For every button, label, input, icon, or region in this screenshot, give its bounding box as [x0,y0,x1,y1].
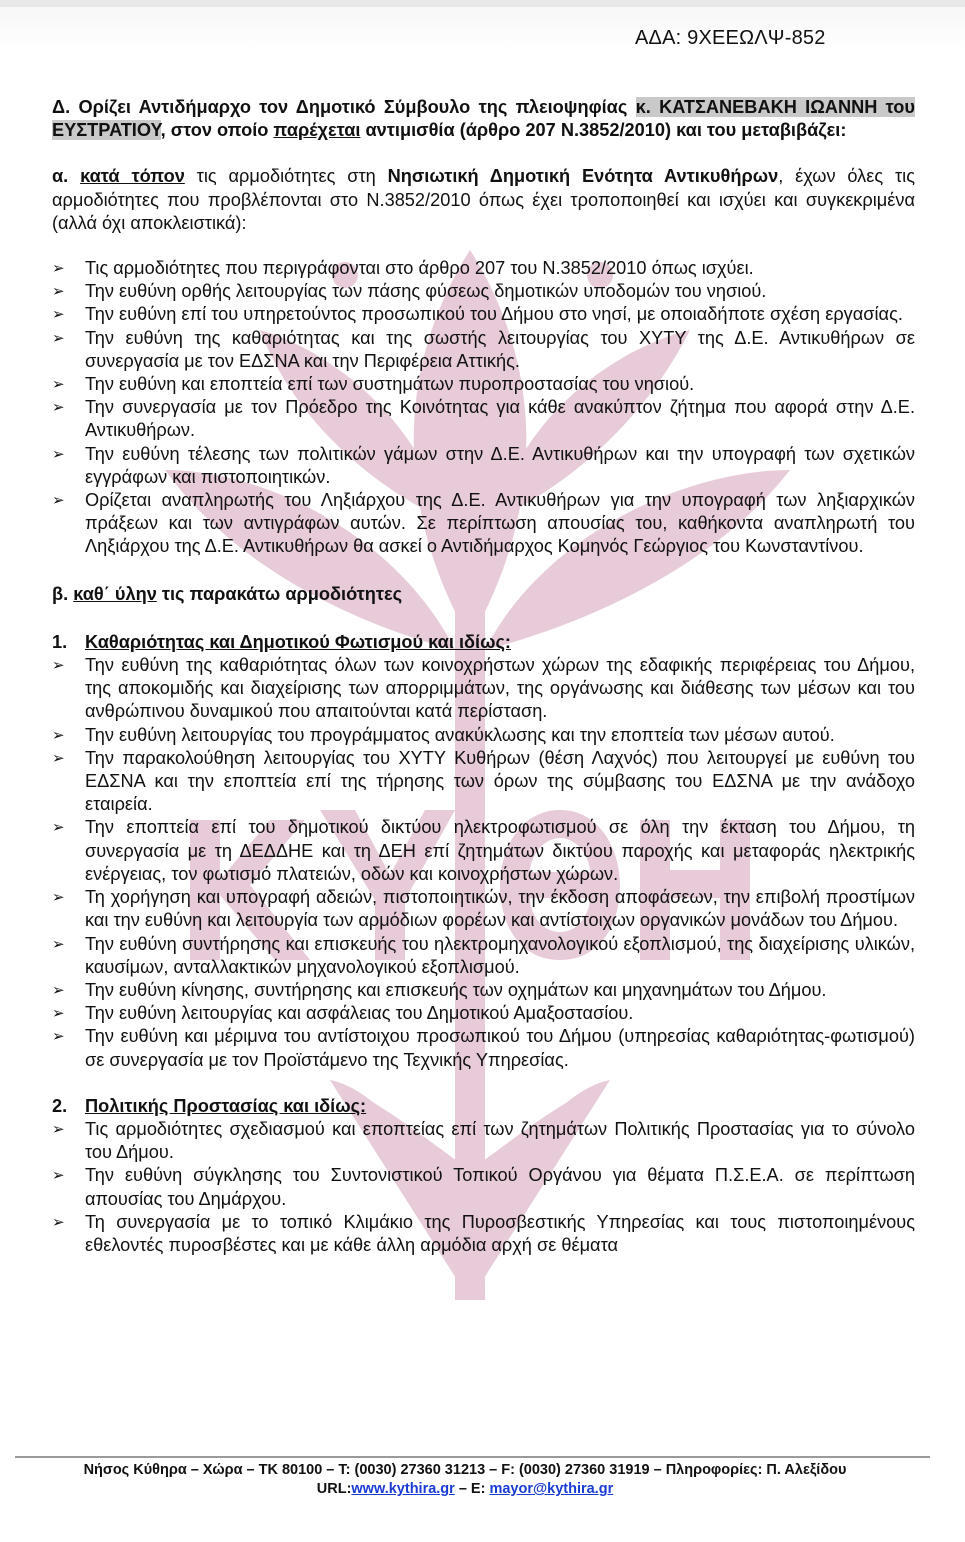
list-item-text: Την ευθύνη της καθαριότητας και της σωστής λειτουργίας του ΧΥΤΥ της Δ.Ε. Αντικυθήρων σε συνεργασία με τον ΕΔΣΝΑ και την Περιφέρεια Αττικής. [85,327,915,371]
intro-mid: , στον οποίο [160,120,274,141]
subsection-number: 1. [52,631,68,652]
intro-prefix: Δ. Ορίζει Αντιδήμαρχο τον Δημοτικό Σύμβουλο της πλειοψηφίας [52,97,636,117]
list-item-text: Την συνεργασία με τον Πρόεδρο της Κοινότητας για κάθε ανακύπτον ζήτημα που αφορά στην Δ.Ε. Αντικυθήρων. [85,397,915,441]
footer-links [0,1480,930,1499]
arrow-bullet-icon: ➢ [52,981,65,999]
footer-contact: Νήσος Κύθηρα – Χώρα – ΤΚ 80100 – Τ: (0030) 27360 31213 – F: (0030) 27360 31919 – Πληροφορίες: Π. Αλεξίδου [83,1462,847,1478]
subsection-number: 2. [52,1095,68,1116]
arrow-bullet-icon: ➢ [52,306,65,324]
arrow-bullet-icon: ➢ [52,1120,65,1138]
subsection-heading-2 [52,1095,915,1118]
list-item [52,933,915,979]
list-item-text: Τη χορήγηση και υπογραφή αδειών, πιστοποιητικών, την έκδοση αποφάσεων, την επιβολή προστίμων και την ευθύνη και λειτουργία των αρμόδιων φορέων και αντίστοιχων οργανικών μονάδων του Δήμου. [85,887,915,931]
arrow-bullet-icon: ➢ [52,1167,65,1185]
document-body [52,96,915,1257]
arrow-bullet-icon: ➢ [52,819,65,837]
list-item [52,303,915,326]
arrow-bullet-icon: ➢ [52,726,65,744]
arrow-bullet-icon: ➢ [52,399,65,417]
list-item [52,327,915,373]
list-item [52,396,915,442]
arrow-bullet-icon: ➢ [52,329,65,347]
section-a-unit: Νησιωτική Δημοτική Ενότητα Αντικυθήρων [387,166,779,187]
arrow-bullet-icon: ➢ [52,260,65,278]
deputy-mayor-name: κ. ΚΑΤΣΑΝΕΒΑΚΗ ΙΩΑΝΝΗ του ΕΥΣΤΡΑΤΙΟΥ [52,97,915,141]
list-item [52,1211,915,1257]
list-item [52,1025,915,1071]
section-a-text1: τις αρμοδιότητες στη [184,166,388,187]
list-item-text: Την ευθύνη λειτουργίας του προγράμματος ανακύκλωσης και την εποπτεία των μέσων αυτού. [85,724,835,745]
list-item [52,886,915,932]
list-item-text: Την ευθύνη συντήρησης και επισκευής του ηλεκτρομηχανολογικού εξοπλισμού, της διαχείρισης υλικών, καυσίμων, ανταλλακτικών μηχανολογικού εξοπλισμού. [85,933,915,977]
list-item [52,654,915,724]
footer-separator: – E: [454,1481,490,1497]
website-link[interactable]: www.kythira.gr [351,1481,455,1497]
list-item-text: Την ευθύνη και μέριμνα του αντίστοιχου προσωπικού του Δήμου (υπηρεσίας καθαριότητας-φωτισμού) σε συνεργασία με τον Προϊστάμενο της Τεχνικής Υπηρεσίας. [85,1026,915,1070]
list-item-text: Την εποπτεία επί του δημοτικού δικτύου ηλεκτροφωτισμού σε όλη την έκταση του Δήμου, τη συνεργασία με τη ΔΕΔΔΗΕ και τη ΔΕΗ επί ζητημάτων δικτύου παροχής και μεταφοράς ηλεκτρικής ενέργειας, τον φωτισμό πλατειών, οδών και κοινοχρήστων χώρων. [85,817,915,884]
list-item-text: Ορίζεται αναπληρωτής του Ληξιάρχου της Δ.Ε. Αντικυθήρων για την υπογραφή των ληξιαρχικών πράξεων και των αντιγράφων αυτών. Σε περίπτωση απουσίας του, καθήκοντα αναπληρωτή του Ληξιάρχου της Δ.Ε. Αντικυθήρων θα ασκεί ο Αντιδήμαρχος Κομηνός Γεώργιος του Κωνσταντίνου. [85,490,915,557]
list-item [52,257,915,280]
list-item-text: Τις αρμοδιότητες που περιγράφονται στο άρθρο 207 του Ν.3852/2010 όπως ισχύει. [85,258,754,279]
subsection-title: Πολιτικής Προστασίας και ιδίως: [85,1095,367,1116]
list-item-text: Την ευθύνη τέλεσης των πολιτικών γάμων στην Δ.Ε. Αντικυθήρων και την υπογραφή των σχετικών εγγράφων και πιστοποιητικών. [85,443,915,487]
spacer [52,1072,915,1095]
footer-divider [15,1456,930,1458]
list-item [52,280,915,303]
subsection-title: Καθαριότητας και Δημοτικού Φωτισμού και ιδίως: [85,631,511,652]
list-item-text: Τις αρμοδιότητες σχεδιασμού και εποπτείας επί των ζητημάτων Πολιτικής Προστασίας για το σύνολο του Δήμου. [85,1118,915,1163]
section-b-heading [52,583,915,606]
intro-underlined: παρέχεται [273,120,361,141]
list-item-text: Την ευθύνη ορθής λειτουργίας των πάσης φύσεως δημοτικών υποδομών του νησιού. [85,281,767,302]
arrow-bullet-icon: ➢ [52,445,65,463]
arrow-bullet-icon: ➢ [52,1213,65,1231]
section-a-title: κατά τόπον [80,166,185,187]
ada-code: ΑΔΑ: 9ΧΕΕΩΛΨ-852 [635,27,826,49]
list-item [52,816,915,886]
list-item [52,724,915,747]
list-item [52,1118,915,1164]
subsection-1-bullets [52,654,915,1072]
subsection-heading-1 [52,631,915,654]
list-item [52,443,915,489]
section-a-paragraph [52,165,915,235]
arrow-bullet-icon: ➢ [52,935,65,953]
arrow-bullet-icon: ➢ [52,1028,65,1046]
list-item [52,979,915,1002]
arrow-bullet-icon: ➢ [52,376,65,394]
section-b-letter: β. [52,583,74,604]
list-item [52,747,915,817]
section-a-letter: α. [52,166,81,187]
url-label: URL: [316,1481,352,1497]
email-link[interactable]: mayor@kythira.gr [489,1481,614,1497]
list-item-text: Την ευθύνη επί του υπηρετούντος προσωπικού του Δήμου στο νησί, με οποιαδήποτε σχέση εργασίας. [85,304,903,325]
arrow-bullet-icon: ➢ [52,283,65,301]
list-item-text: Την ευθύνη της καθαριότητας όλων των κοινοχρήστων χώρων της εδαφικής περιφέρειας του Δήμου, της αποκομιδής και διαχείρισης των απορριμμάτων, της οργάνωσης και διάθεσης των μέσων και του ανθρώπινου δυναμικού που απαιτούνται κατά περίσταση. [85,655,915,722]
arrow-bullet-icon: ➢ [52,1005,65,1023]
section-b-title: καθ΄ ύλην [73,583,157,604]
list-item-text: Την ευθύνη κίνησης, συντήρησης και επισκευής των οχημάτων και μηχανημάτων του Δήμου. [85,979,827,1000]
list-item-text: Τη συνεργασία με το τοπικό Κλιμάκιο της Πυροσβεστικής Υπηρεσίας και τους πιστοποιημένους εθελοντές πυροσβέστες και με κάθε άλλη αρμόδια αρχή σε θέματα [85,1211,915,1255]
list-item-text: Την ευθύνη και εποπτεία επί των συστημάτων πυροπροστασίας του νησιού. [85,374,695,395]
list-item-text: Την ευθύνη λειτουργίας και ασφάλειας του Δημοτικού Αμαξοστασίου. [85,1003,634,1024]
arrow-bullet-icon: ➢ [52,492,65,510]
list-item [52,1164,915,1210]
list-item [52,489,915,559]
footer [0,1461,930,1499]
intro-paragraph [52,96,915,142]
section-b-rest: τις παρακάτω αρμοδιότητες [156,583,403,604]
arrow-bullet-icon: ➢ [52,657,65,675]
section-a-text2: , έχων όλες τις αρμοδιότητες που προβλέπονται στο Ν.3852/2010 όπως έχει τροποποιηθεί και ισχύει και συγκεκριμένα (αλλά όχι αποκλειστικά): [52,166,915,233]
intro-suffix: αντιμισθία (άρθρο 207 Ν.3852/2010) και του μεταβιβάζει: [360,120,847,141]
list-item [52,1002,915,1025]
list-item-text: Την παρακολούθηση λειτουργίας του ΧΥΤΥ Κυθήρων (θέση Λαχνός) που λειτουργεί με ευθύνη του ΕΔΣΝΑ και την εποπτεία επί της τήρησης των όρων της σύμβασης του ΕΔΣΝΑ με την ανάδοχο εταιρεία. [85,747,915,815]
subsection-2-bullets [52,1118,915,1257]
arrow-bullet-icon: ➢ [52,749,65,767]
list-item [52,373,915,396]
list-item-text: Την ευθύνη σύγκλησης του Συντονιστικού Τοπικού Οργάνου για θέματα Π.Σ.Ε.Α. σε περίπτωση απουσίας του Δημάρχου. [85,1165,915,1209]
section-a-bullets [52,257,915,559]
arrow-bullet-icon: ➢ [52,889,65,907]
